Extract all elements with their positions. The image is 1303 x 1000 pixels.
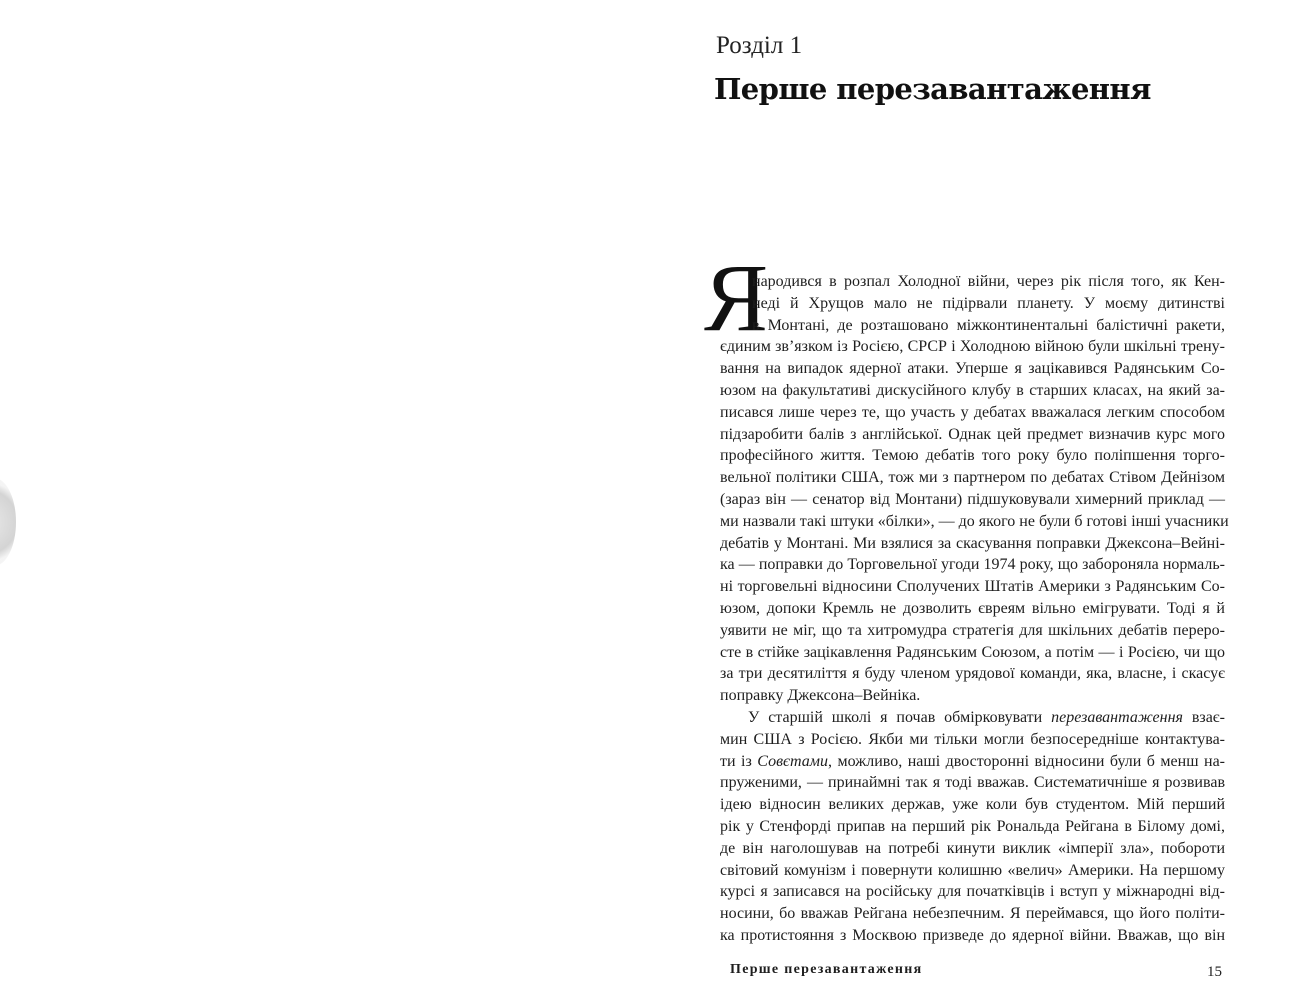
text-run: в Монтані, де розташовано міжконтинентальні балістичні ракети, (752, 316, 1225, 334)
text-run: вання на випадок ядерної атаки. Уперше я зацікавився Радянським Со- (720, 360, 1225, 378)
text-line (752, 315, 1225, 337)
text-line (720, 336, 1225, 358)
text-line (720, 358, 1225, 380)
text-line (720, 554, 1225, 576)
text-line (720, 881, 1225, 903)
text-run: ідею відносин великих держав, уже коли був студентом. Мій перший (720, 796, 1225, 814)
text-run: (зараз він — сенатор від Монтани) підшуковували химерний приклад — (720, 490, 1225, 508)
text-run: , можливо, наші двосторонні відносини були б менш на- (827, 752, 1225, 770)
text-run: ти із (720, 752, 758, 770)
italic-text: Совєтами (757, 752, 828, 770)
text-line (720, 380, 1225, 402)
text-line (720, 860, 1225, 882)
text-run: юзом, допоки Кремль не дозволить євреям вільно емігрувати. Тоді я й (720, 599, 1225, 617)
text-run: професійного життя. Темою дебатів того року було поліпшення торго- (720, 447, 1225, 465)
text-run: ми назвали такі штуки «білки», — до якого не були б готові інші учасники (720, 512, 1229, 530)
text-line (720, 576, 1225, 598)
text-run: поправку Джексона–Вейніка. (720, 687, 921, 705)
text-line (720, 794, 1225, 816)
text-run: народився в розпал Холодної війни, через рік після того, як Кен- (752, 273, 1225, 290)
text-line (720, 620, 1225, 642)
text-run: У старшій школі я почав обмірковувати (748, 708, 1052, 726)
text-line (720, 816, 1225, 838)
text-run: носини, бо вважав Рейгана небезпечним. Я переймався, що його політи- (720, 905, 1225, 923)
text-line (720, 838, 1225, 860)
text-run: ні торговельні відносини Сполучених Штатів Америки з Радянським Со- (720, 578, 1225, 596)
chapter-title: Перше перезавантаження (714, 72, 1151, 106)
chapter-label: Розділ 1 (716, 32, 803, 59)
text-line (720, 642, 1225, 664)
text-run: підзаробити балів з англійської. Однак цей предмет визначив курс мого (720, 425, 1225, 443)
text-line (720, 925, 1225, 947)
text-run: мин США з Росією. Якби ми тільки могли безпосередніше контактува- (720, 730, 1225, 748)
text-run: курсі я записався на російську для початківців і вступ у міжнародні від- (720, 883, 1225, 901)
scan-edge-shadow (0, 478, 16, 566)
drop-cap: Я (704, 244, 769, 351)
text-line (720, 402, 1225, 424)
text-run: пруженими, — принаймні так я тоді вважав. Систематичніше я розвивав (720, 774, 1225, 792)
text-run: світовий комунізм і повернути колишню «велич» Америки. На першому (720, 861, 1225, 879)
text-line (720, 533, 1225, 555)
text-run: ка — поправки до Торговельної угоди 1974 року, що забороняла нормаль- (720, 556, 1225, 574)
text-line (720, 424, 1225, 446)
text-run: за три десятиліття я буду членом урядової команди, яка, власне, і скасує (720, 665, 1225, 683)
text-run: уявити не міг, що та хитромудра стратегія для шкільних дебатів переро- (720, 621, 1225, 639)
text-line (720, 598, 1225, 620)
italic-text: перезавантаження (1051, 708, 1183, 726)
text-run: юзом на факультативі дискусійного клубу в старших класах, на який за- (720, 381, 1225, 399)
text-line (720, 489, 1225, 511)
text-line (720, 772, 1225, 794)
text-run: вельної політики США, тож ми з партнером по дебатах Стівом Дейнізом (720, 469, 1225, 487)
text-run: єдиним зв’язком із Росією, СРСР і Холодною війною були шкільні трену- (720, 338, 1225, 356)
text-run: де він наголошував на потребі кинути виклик «імперії зла», побороти (720, 839, 1225, 857)
text-line (752, 271, 1225, 293)
body-text (720, 271, 1229, 947)
text-run: рік у Стенфорді припав на перший рік Рональда Рейгана в Білому домі, (720, 817, 1225, 835)
text-line (720, 445, 1225, 467)
running-title: Перше перезавантаження (730, 962, 923, 977)
text-line (720, 729, 1225, 751)
text-run: ка протистояння з Москвою призведе до ядерної війни. Вважав, що він (720, 926, 1225, 944)
text-run: неді й Хрущов мало не підірвали планету. У моєму дитинстві (752, 294, 1225, 312)
text-line (720, 707, 1225, 729)
text-line (720, 467, 1225, 489)
text-line (720, 903, 1225, 925)
text-line (720, 663, 1225, 685)
page-number: 15 (1207, 964, 1222, 980)
text-run: сте в стійке зацікавлення Радянським Союзом, а потім — і Росією, чи що (720, 643, 1225, 661)
text-run: дебатів у Монтані. Ми взялися за скасування поправки Джексона–Вейні- (720, 534, 1225, 552)
text-line (720, 511, 1229, 533)
text-line (720, 685, 1225, 707)
text-run: писався лише через те, що участь у дебатах вважалася легким способом (720, 403, 1225, 421)
text-run: взає- (1182, 708, 1225, 726)
text-line (752, 293, 1225, 315)
text-line (720, 751, 1225, 773)
